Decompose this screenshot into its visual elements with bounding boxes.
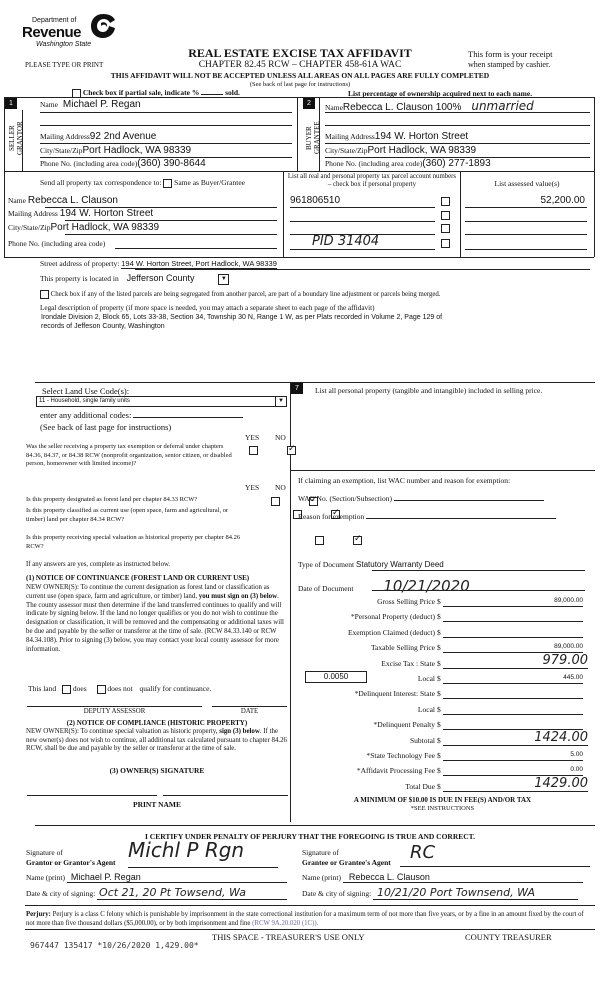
doc-date-field[interactable]: 10/21/2020 [383,577,470,595]
minimum-due-note: A MINIMUM OF $10.00 IS DUE IN FEE(S) AND/OR TAX [353,796,532,804]
currency-sign: $ [437,689,441,699]
section-7-badge: 7 [291,383,303,394]
seller-phone-field[interactable]: (360) 390-8644 [137,158,206,169]
deputy-assessor-label: DEPUTY ASSESSOR [83,708,146,715]
grantor-sig-label1: Signature of [26,848,63,857]
street-address-label: Street address of property: [40,259,120,268]
q-exemption-yes-checkbox[interactable] [249,446,258,455]
parcel-number[interactable]: 961806510 [290,195,341,206]
partial-sale-sold: sold. [225,88,240,97]
grantee-date-field[interactable]: 10/21/20 Port Townsend, WA [373,886,578,900]
financial-value[interactable]: 979.00 [443,653,588,669]
wac-field[interactable] [394,500,544,501]
compliance-body [26,728,288,754]
buyer-city-label: City/State/Zip [325,146,368,155]
grantee-sig-label [302,848,391,868]
buyer-side-label: BUYER GRANTEE [305,121,321,155]
chevron-down-icon: ▼ [278,398,284,404]
financial-row [295,597,590,612]
assessed-header: List assessed value(s) [494,179,560,188]
continuance-title: (1) NOTICE OF CONTINUANCE (FOREST LAND OR CURRENT USE) [26,574,250,582]
buyer-phone-label: Phone No. (including area code) [325,159,423,168]
financial-value[interactable] [443,705,583,715]
legal-desc-line1[interactable]: Irondale Division 2, Block 65, Lots 33-38, Section 34, Township 30 N, Range 1 W, as per Plats recorded in Volume 2, Page 129 of [41,314,443,321]
reason-field[interactable] [366,518,556,519]
seller-name-label: Name [40,100,58,109]
logo-line3: Washington State [36,41,92,48]
if-yes-note: If any answers are yes, complete as instructed below. [26,561,171,568]
completion-warning: THIS AFFIDAVIT WILL NOT BE ACCEPTED UNLESS ALL AREAS ON ALL PAGES ARE FULLY COMPLETED [110,71,490,80]
doc-date-label: Date of Document [298,584,354,593]
reason-row [298,512,556,521]
personal-property-checkbox[interactable] [441,239,450,248]
county-select[interactable]: Jefferson County [126,273,195,283]
corr-name-label: Name [8,196,26,205]
currency-sign: $ [437,673,441,683]
exemption-claim-label: If claiming an exemption, list WAC number and reason for exemption: [298,476,511,485]
corr-name-row [8,195,278,206]
q-historic: Is this property receiving special valuation as historical property per chapter 84.26 RCW? [26,534,241,550]
currency-sign: $ [437,720,441,730]
continuance-bold: you must sign on (3) below [198,592,278,600]
county-dropdown-button[interactable] [218,274,229,285]
receipt-line2: when stamped by cashier. [468,60,551,69]
financial-label: *State Technology Fee [366,750,435,760]
currency-sign: $ [437,658,441,668]
does-not-label: does not [107,684,133,693]
seller-city-row [40,145,290,156]
this-land-row [28,684,211,694]
financial-value[interactable]: 89,000.00 [443,597,583,607]
perjury-text: Perjury is a class C felony which is punishable by imprisonment in the state correctional institution for a maximum term of not more than five years, or by a fine in an amount fixed by the court of not more than five thousand dollars ($5,000.00), or by both imprisonment and fine [26,911,584,927]
financial-label: Local [417,673,435,683]
perjury-rcw-link[interactable]: (RCW 9A.20.020 (1C)). [252,920,319,927]
buyer-phone-field[interactable]: (360) 277-1893 [422,158,491,169]
no-header: NO [275,433,286,442]
financial-label: Subtotal [409,735,435,745]
currency-sign: $ [437,597,441,606]
buyer-address-label: Mailing Address [325,132,375,141]
buyer-name-label: Name [325,103,343,112]
grantor-sig-label2: Grantor or Grantor's Agent [26,858,116,867]
currency-sign: $ [437,735,441,745]
personal-property-label: List all personal property (tangible and intangible) included in selling price. [315,386,543,395]
financial-row [295,775,590,797]
parcel-number[interactable]: PID 31404 [312,234,380,249]
financial-value[interactable]: 1424.00 [443,730,588,746]
financial-value[interactable]: 5.00 [443,751,583,761]
seller-phone-label: Phone No. (including area code) [40,159,138,168]
wac-row [298,494,544,503]
segregate-label: Check box if any of the listed parcels are being segregated from another parcel, are part of a boundary line adjustment or parcels being merged. [50,291,441,299]
financial-row [295,689,590,704]
buyer-name-row [325,99,590,113]
seller-address-row [40,131,290,142]
grantee-name-row [302,872,583,883]
personal-property-checkbox[interactable] [441,197,450,206]
seller-name-field[interactable]: Michael P. Regan [62,99,141,110]
grantee-sig-label1: Signature of [302,848,339,857]
financial-label: *Delinquent Interest: State [354,689,435,699]
date-label: DATE [240,708,259,715]
buyer-address-row [325,131,590,142]
partial-sale-label: Check box if partial sale, indicate % [82,88,200,97]
yes-header: YES [245,433,260,442]
additional-codes-field[interactable] [133,417,243,418]
currency-sign: $ [437,643,441,653]
financial-value[interactable] [443,628,583,638]
land-use-dropdown-button[interactable] [275,397,286,406]
corr-city-label: City/State/Zip [8,223,51,232]
buyer-city-row [325,145,590,156]
buyer-name-field[interactable]: Rebecca L. Clauson 100% [342,102,462,113]
grantor-date-label: Date & city of signing: [26,889,96,898]
compliance-p2: . If the new owner(s) does not wish to continue, all additional tax calculated pursuant to chapter 84.26 RCW, shall be due and payable by the seller or transferor at the time of sale. [26,728,288,752]
currency-sign: $ [437,781,441,791]
corr-phone-label: Phone No. (including area code) [8,239,106,248]
q-exemption: Was the seller receiving a property tax exemption or deferral under chapters 84.36, 84.37, or 84.38 RCW (nonprofit organization, senior citizen, or disabled person, homeowner with limited income)? [26,443,232,467]
continuance-p1: NEW OWNER(S): To continue the current designation as forest land or classification as current use (open space, farm and agriculture, or timber) land, [26,584,270,600]
financial-label: Exemption Claimed (deduct) [347,627,435,637]
logo-line2: Revenue [22,24,82,41]
financial-rows [295,597,590,797]
legal-desc-label: Legal description of property (if more space is needed, you may attach a separate sheet to each page of the affidavit) [40,304,375,312]
compliance-bold: sign (3) below [219,728,260,735]
financial-value[interactable]: 89,000.00 [443,643,583,653]
corr-city-row [8,222,278,233]
personal-property-checkbox[interactable] [441,211,450,220]
local-rate-box[interactable]: 0.0050 [305,671,367,683]
seller-city-field[interactable]: Port Hadlock, WA 98339 [82,145,192,156]
q-historic-no-checkbox[interactable] [353,536,362,545]
currency-sign: $ [437,704,441,714]
chevron-down-icon: ▼ [220,275,227,282]
county-treasurer-label: COUNTY TREASURER [465,932,552,942]
perjury-bold: Perjury: [26,911,51,918]
treasurer-space-label: THIS SPACE - TREASURER'S USE ONLY [212,932,365,942]
additional-codes-label: enter any additional codes: [40,410,132,420]
financial-row [295,628,590,643]
qualify-label: qualify for continuance. [139,684,212,693]
section-2-badge: 2 [303,98,315,109]
doc-date-row [298,577,588,595]
grantee-name-label: Name (print) [302,873,341,882]
continuance-p2: . The county assessor must then determine if the land transferred continues to qualify and will indicate by signing below. If the land no longer qualifies or you do not wish to continue the designation or classification, it will be removed and the compensating or additional taxes will be due and payable by the seller or transferor at the time of sale. (RCW 84.33.140 or RCW 84.34.108). Prior to signing (3) below, you may contact your local county assessor for more information. [26,592,284,653]
street-address-row [40,259,592,268]
wac-label: WAC No. (Section/Subsection) [298,494,392,503]
buyer-marital-note: unmarried [471,99,534,113]
grantor-sig-label [26,848,116,868]
does-not-checkbox[interactable] [97,685,106,694]
segregate-row [40,290,441,299]
financial-label: Taxable Selling Price [370,643,435,653]
please-type: PLEASE TYPE OR PRINT [25,61,104,69]
see-back-note: (See back of last page for instructions) [249,81,351,88]
financial-row [295,612,590,627]
financial-value[interactable] [443,612,583,622]
form-subtitle: CHAPTER 82.45 RCW – CHAPTER 458-61A WAC [198,60,402,70]
financial-label: Gross Selling Price [377,597,435,606]
corr-address-row [8,208,278,219]
same-as-buyer-label: Same as Buyer/Grantee [174,178,245,187]
land-use-label: Select Land Use Code(s): [42,386,130,396]
grantor-date-field[interactable]: Oct 21, 20 Pt Towsend, Wa [97,886,287,900]
county-row [40,273,229,285]
grantor-name-label: Name (print) [26,873,65,882]
currency-sign: $ [437,612,441,622]
does-checkbox[interactable] [62,685,71,694]
grantor-date-row [26,886,287,900]
additional-codes-row [40,410,243,420]
legal-desc-line2[interactable]: records of Jeffeson County, Washington [41,323,165,330]
q-historic-yes-checkbox[interactable] [315,536,324,545]
street-address-field[interactable]: 194 W. Horton Street, Port Hadlock, WA 98339 [121,259,277,268]
grantee-signature[interactable]: RC [400,842,590,867]
grantee-date-label: Date & city of signing: [302,889,372,898]
correspondence-header [40,178,245,188]
parcel-row [290,195,450,207]
parcels-header: List all real and personal property tax parcel account numbers – check box if personal property [287,173,457,188]
financial-row [295,705,590,720]
buyer-address-field[interactable]: 194 W. Horton Street [374,131,469,142]
land-use-selected: 11 - Household, single family units [39,398,130,404]
q-forest-yes-checkbox[interactable] [271,497,280,506]
currency-sign: $ [437,766,441,776]
parcel-row [290,222,450,234]
parcel-row [290,209,450,221]
financial-value[interactable]: 1429.00 [443,776,588,792]
personal-property-checkbox[interactable] [441,224,450,233]
financial-row [295,751,590,766]
seller-name-row [40,99,290,112]
q-exemption-no-checkbox[interactable] [287,446,296,455]
financial-label: *Personal Property (deduct) [350,612,435,622]
financial-label: *Delinquent Penalty [373,720,435,730]
receipt-line1: This form is your receipt [468,49,553,59]
ownership-note: List percentage of ownership acquired next to each name. [348,89,533,98]
treasurer-stamp: 967447 135417 *10/26/2020 1,429.00* [30,941,199,950]
perjury-notice [26,910,594,928]
currency-sign: $ [437,750,441,760]
financial-value[interactable] [443,689,583,699]
buyer-city-field[interactable]: Port Hadlock, WA 98339 [367,145,477,156]
grantee-sig-label2: Grantee or Grantee's Agent [302,858,391,867]
parcel-row [290,234,450,250]
compliance-p1: NEW OWNER(S): To continue special valuation as historic property, [26,728,218,735]
doc-type-label: Type of Document [298,560,355,569]
partial-sale-percent-field[interactable] [201,94,223,95]
segregate-checkbox[interactable] [40,290,49,299]
financial-label: Total Due [405,781,435,791]
grantee-name-field[interactable]: Rebecca L. Clauson [343,872,583,883]
currency-sign: $ [437,627,441,637]
seller-address-label: Mailing Address [40,132,90,141]
personal-property-field[interactable] [300,410,585,465]
financial-label: *Affidavit Processing Fee [356,766,435,776]
q-current-use: Is this property classified as current use (open space, farm and agricultural, or timber) land per chapter 84.34 RCW? [26,507,229,523]
grantor-name-field[interactable]: Michael P. Regan [67,872,287,883]
land-use-select[interactable] [36,396,287,407]
section-1-badge: 1 [5,98,17,109]
assessed-value[interactable]: 52,200.00 [540,195,585,206]
reason-label: Reason for exemption [298,512,365,521]
certification-statement: I CERTIFY UNDER PENALTY OF PERJURY THAT THE FOREGOING IS TRUE AND CORRECT. [144,832,475,841]
dor-swirl-icon [89,12,117,40]
this-land-label: This land [28,684,57,693]
dor-logo [22,12,122,52]
doc-type-row [298,560,588,569]
continuance-body [26,584,288,654]
buyer-phone-row [325,158,590,169]
county-label: This property is located in [40,274,119,283]
see-instructions-note: *SEE INSTRUCTIONS [410,805,475,812]
print-name-label: PRINT NAME [133,800,181,809]
does-label: does [72,684,87,693]
logo-line1: Department of [32,17,77,24]
corr-city-field[interactable]: Port Hadlock, WA 98339 [50,222,160,233]
doc-type-field[interactable]: Statutory Warranty Deed [356,560,444,569]
financial-value[interactable]: 0.00 [443,766,583,776]
corr-address-field[interactable]: 194 W. Horton Street [59,208,154,219]
seller-city-label: City/State/Zip [40,146,83,155]
financial-value[interactable]: 445.00 [443,674,583,684]
form-title: REAL ESTATE EXCISE TAX AFFIDAVIT [188,46,412,60]
financial-row [295,671,590,689]
corr-name-field[interactable]: Rebecca L. Clauson [27,195,118,206]
correspondence-header-label: Send all property tax correspondence to: [40,178,162,187]
grantor-name-row [26,872,287,883]
q-forest: Is this property designated as forest land per chapter 84.33 RCW? [26,496,198,503]
seller-side-label: SELLER GRANTOR [8,121,24,155]
land-use-see-back: (See back of last page for instructions) [40,422,172,432]
financial-row [295,729,590,751]
compliance-title: (2) NOTICE OF COMPLIANCE (HISTORIC PROPERTY) [66,719,248,727]
financial-label: Local [417,704,435,714]
financial-label: Excise Tax : State [381,658,435,668]
seller-phone-row [40,158,290,169]
seller-address-field[interactable]: 92 2nd Avenue [89,131,157,142]
no-header: NO [275,483,286,492]
grantor-signature[interactable]: Michl P Rgn [128,838,278,868]
yes-header: YES [245,483,260,492]
grantee-date-row [302,886,578,900]
owner-signature-title: (3) OWNER(S) SIGNATURE [109,766,205,775]
corr-address-label: Mailing Address [8,209,58,218]
same-as-buyer-checkbox[interactable] [163,179,172,188]
